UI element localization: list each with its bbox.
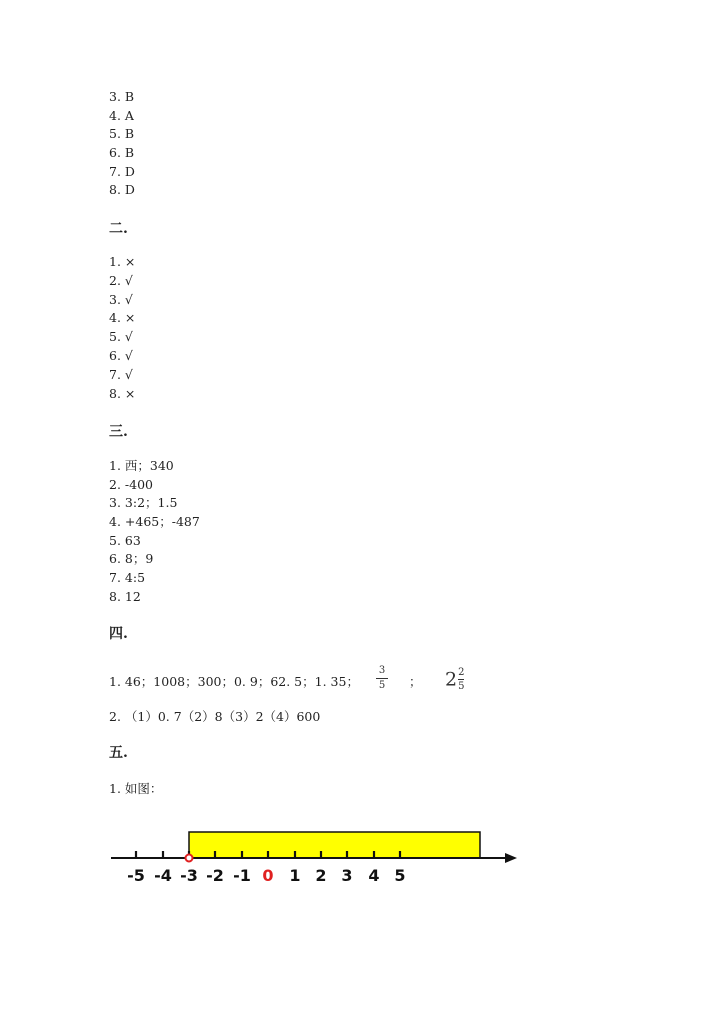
list-item: 8. × (109, 386, 136, 401)
tick-label: 1 (289, 866, 301, 885)
list-item: 1. × (109, 254, 136, 269)
section-heading-2: 二. (109, 221, 128, 237)
highlight-region (189, 832, 480, 858)
number-line-figure (0, 820, 720, 920)
tick-label: 0 (262, 866, 274, 885)
fraction-denominator: 5 (378, 680, 386, 691)
list-item: 7. 4:5 (109, 570, 146, 585)
list-item: 4. × (109, 310, 136, 325)
list-item: 4. A (109, 108, 134, 123)
tick-label: -3 (180, 866, 198, 885)
list-item: 6. B (109, 145, 135, 160)
list-item: 7. D (109, 164, 135, 179)
tick-label: -5 (127, 866, 145, 885)
tick-label: -1 (233, 866, 251, 885)
list-item: 3. B (109, 89, 135, 104)
part5-item1-text: 1. 如图： (109, 781, 163, 796)
list-item: 4. +465；-487 (109, 514, 200, 529)
separator: ； (409, 674, 422, 689)
section-heading-4: 四. (109, 626, 128, 642)
list-item: 3. 3:2；1.5 (109, 495, 178, 510)
mixed-numerator: 2 (458, 667, 465, 678)
tick-label: 5 (394, 866, 406, 885)
list-item: 6. 8；9 (109, 551, 154, 566)
axis-arrow-icon (505, 853, 517, 863)
part4-item1-text: 1. 46；1008；300；0. 9；62. 5；1. 35； (109, 674, 359, 689)
fraction (376, 665, 388, 692)
part4-item2-text: 2. （1）0. 7（2）8（3）2（4）600 (109, 709, 321, 724)
list-item: 5. √ (109, 329, 133, 344)
mixed-whole: 2 (445, 668, 458, 691)
fraction-bar (458, 679, 464, 680)
mixed-denominator: 5 (458, 681, 465, 692)
list-item: 5. 63 (109, 533, 141, 548)
list-item: 6. √ (109, 348, 133, 363)
list-item: 2. -400 (109, 477, 153, 492)
list-item: 2. √ (109, 273, 133, 288)
list-item: 3. √ (109, 292, 133, 307)
tick-label: 4 (368, 866, 380, 885)
tick-label: 3 (341, 866, 353, 885)
tick-label: -4 (154, 866, 172, 885)
tick-label: 2 (315, 866, 327, 885)
mixed-number (445, 667, 464, 692)
list-item: 8. D (109, 182, 135, 197)
list-item: 8. 12 (109, 589, 141, 604)
fraction-bar (376, 678, 388, 679)
list-item: 1. 西；340 (109, 458, 174, 473)
list-item: 7. √ (109, 367, 133, 382)
list-item: 5. B (109, 126, 135, 141)
fraction-numerator: 3 (378, 665, 386, 676)
open-endpoint (186, 855, 193, 862)
section-heading-3: 三. (109, 424, 128, 440)
tick-label: -2 (206, 866, 224, 885)
section-heading-5: 五. (109, 745, 128, 761)
